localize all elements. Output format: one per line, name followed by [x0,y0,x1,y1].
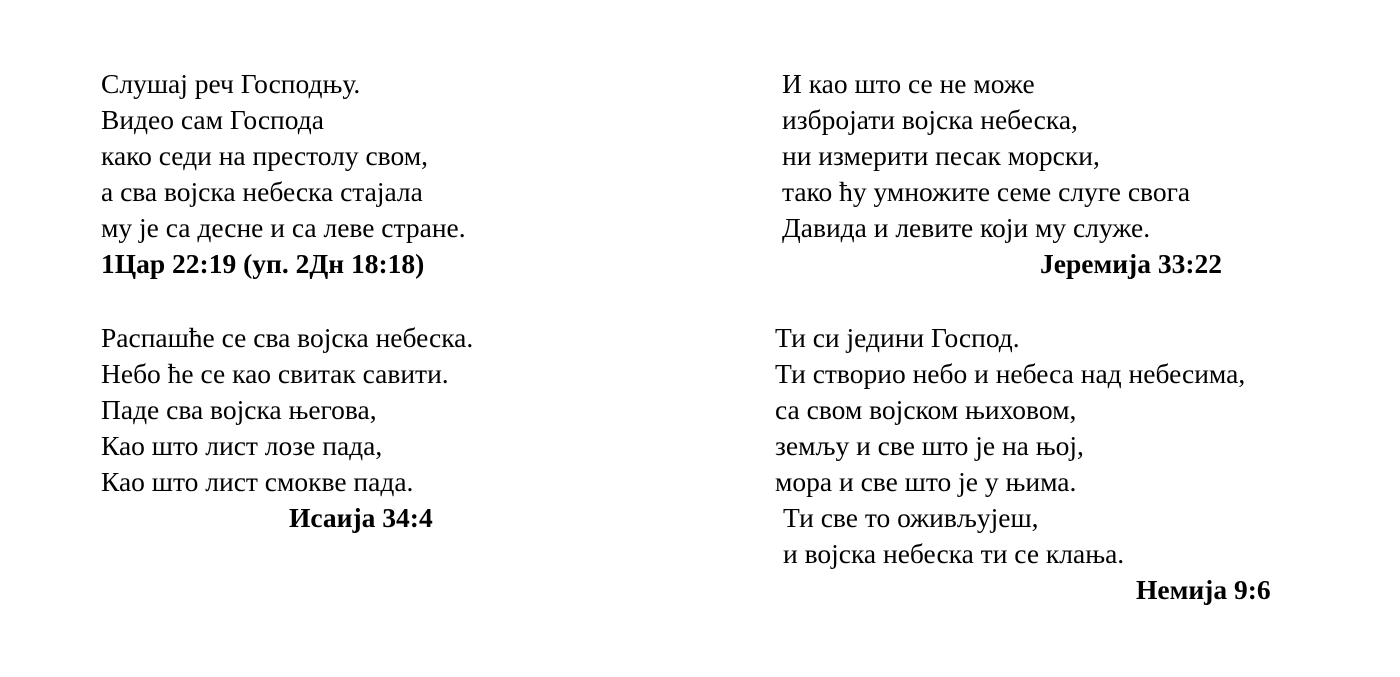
passage-isaiah [101,320,474,533]
verse-line: Ти си једини Господ. [775,322,1020,353]
scripture-reference: Јеремија 33:22 [1040,248,1222,279]
verse-line: Давида и левите који му служе. [782,212,1151,243]
verse-line: избројати војска небеска, [782,104,1078,135]
verse-line: и војска небеска ти се клања. [783,538,1125,569]
verse-line: Ти све то оживљујеш, [783,502,1039,533]
verse-line: а сва војска небеска стајала [101,176,423,207]
scripture-reference: Исаија 34:4 [289,502,433,533]
passage-nehemiah [775,320,1271,605]
verse-line: Видео сам Господа [101,104,324,135]
verse-line: Распашће се сва војска небеска. [101,322,474,353]
verse-line: И као што се не може [782,68,1035,99]
verse-line: тако ћу умножите семе слуге свога [782,176,1191,207]
scripture-reference: Немија 9:6 [1136,574,1271,605]
verse-line: Слушај реч Господњу. [101,68,361,99]
verse-line: Као што лист лозе пада, [101,430,383,461]
verse-line: мора и све што је у њима. [775,466,1077,497]
verse-line: како седи на престолу свом, [101,140,428,171]
verse-line: Паде сва војска његова, [101,394,377,425]
scripture-reference: 1Цар 22:19 (уп. 2Дн 18:18) [101,248,425,279]
verse-line: му је са десне и са леве стране. [101,212,466,243]
verse-line: ни измерити песак морски, [782,140,1100,171]
verse-line: земљу и све што је на њој, [775,430,1084,461]
verse-line: Ти створио небо и небеса над небесима, [775,358,1246,389]
passage-1-kings [101,66,466,282]
verse-line: са свом војском њиховом, [775,394,1077,425]
verse-line: Као што лист смокве пада. [101,466,414,497]
passage-jeremiah [782,66,1222,279]
verse-line: Небо ће се као свитак савити. [101,358,449,389]
